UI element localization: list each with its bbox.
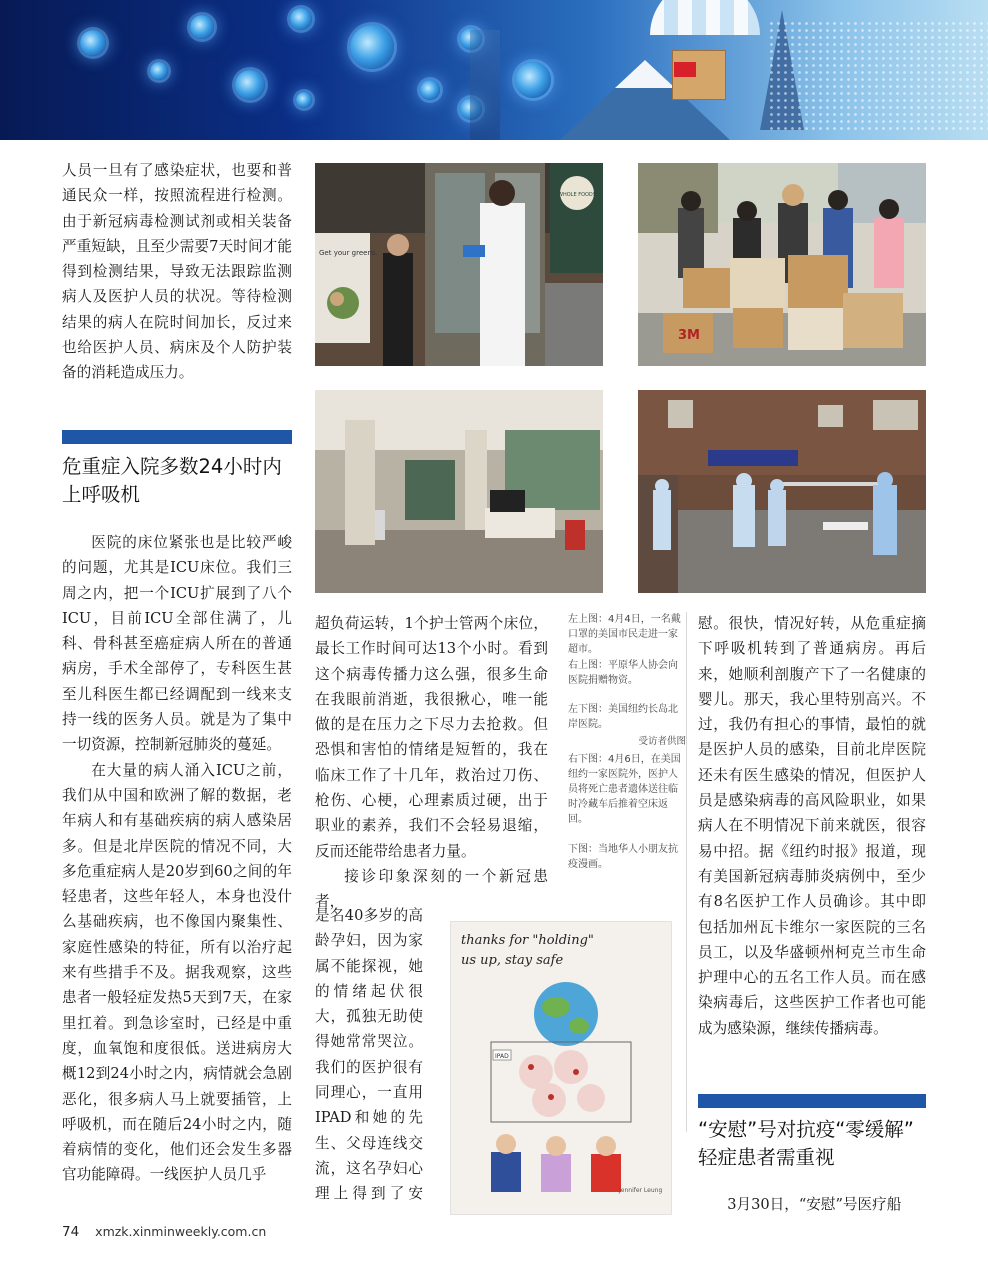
virus-icon bbox=[515, 62, 551, 98]
parachute-icon bbox=[650, 0, 760, 35]
column-2-narrow bbox=[315, 903, 423, 1207]
drawing-label: IPAD bbox=[495, 1053, 509, 1060]
drawing-text-line1: thanks for "holding" bbox=[461, 933, 594, 948]
virus-icon bbox=[80, 30, 106, 56]
paragraph: 人员一旦有了感染症状，也要和普通民众一样，按照流程进行检测。由于新冠病毒检测试剂或相关装备严重短缺，且至少需要7天时间才能得到检测结果，导致无法跟踪监测病人及医护人员的状况。等待检测结果的病人在院时间加长，反过来也给医护人员、病床及个人防护装备的消耗造成压力。 bbox=[62, 162, 292, 382]
store-logo: WHOLE FOODS bbox=[558, 192, 596, 198]
virus-icon bbox=[235, 70, 265, 100]
photo-child-drawing bbox=[450, 921, 672, 1215]
column-4-bottom bbox=[698, 1192, 926, 1217]
paragraph: 接诊印象深刻的一个新冠患者， bbox=[315, 867, 548, 911]
section-heading-2 bbox=[698, 1116, 938, 1172]
paragraph: 3月30日，“安慰”号医疗船 bbox=[727, 1196, 902, 1213]
caption-top-left: 左上图：4月4日，一名戴口罩的美国市民走进一家超市。 bbox=[568, 614, 681, 656]
top-banner bbox=[0, 0, 988, 140]
virus-icon bbox=[290, 8, 312, 30]
paragraph: 是名40多岁的高龄孕妇，因为家属不能探视，她的情绪起伏很大，孤独无助使得她常常哭泣。我们的医护很有同理心，一直用IPAD和她的先生、父母连线交流，这名孕妇心理上得到了安 bbox=[315, 907, 423, 1203]
photo-credit: 受访者供图 bbox=[638, 736, 686, 748]
virus-icon bbox=[420, 80, 440, 100]
donation-photo bbox=[638, 163, 926, 366]
photo-hospital-lobby bbox=[315, 390, 603, 593]
heading-line: 危重症入院多数24小时内 bbox=[62, 455, 282, 478]
column-2-body bbox=[315, 611, 548, 915]
box-label: 3M bbox=[678, 328, 700, 343]
paragraph: 在大量的病人涌入ICU之前，我们从中国和欧洲了解的数据，老年病人和有基础疾病的病人感染居多。但是北岸医院的情况不同，大多危重症病人是20岁到60之间的年轻患者，这些年轻人，本身也没什么基础疾病，也不像国内聚集性、家庭性感染的特征，所有以治疗起来有些措手不及。据我观察，这些患者一般轻症发热5天到7天，在家里扛着。到急诊室时，已经是中重度，血氧饱和度很低。送进病房大概12到24小时之内，病情就会急剧恶化，很多病人马上就要插管，上呼吸机，而在随后24小时之内，随着病情的变化，他们还会发生多器官功能障碍。一线医护人员几乎 bbox=[62, 761, 292, 1184]
hospital-lobby-photo bbox=[315, 390, 603, 593]
drawing-signature: Jennifer Leung bbox=[619, 1187, 663, 1194]
photo-supermarket bbox=[315, 163, 603, 366]
page-footer bbox=[62, 1224, 266, 1240]
hospital-exterior-photo bbox=[638, 390, 926, 593]
caption-top-right: 右上图：平原华人协会向医院捐赠物资。 bbox=[568, 659, 678, 686]
column-4-body bbox=[698, 611, 926, 1041]
column-1-top bbox=[62, 158, 292, 386]
page-number: 74 bbox=[62, 1224, 80, 1240]
mountain-snow bbox=[615, 60, 675, 88]
paragraph: 医院的床位紧张也是比较严峻的问题，尤其是ICU床位。我们三周之内，把一个ICU扩展到了八个ICU，目前ICU全部住满了，儿科、骨科甚至癌症病人所在的普通病房，手术全部停了，专科医生甚至儿科医生都已经调配到一线来支持一线的医务人员。就是为了集中一切资源，控制新冠肺炎的蔓延。 bbox=[62, 534, 292, 754]
virus-icon bbox=[296, 92, 312, 108]
section-heading-1 bbox=[62, 453, 302, 509]
drawing-text-line2: us up, stay safe bbox=[461, 953, 564, 968]
column-divider bbox=[686, 612, 687, 1132]
column-1-body bbox=[62, 530, 292, 1188]
heading-line: 轻症患者需重视 bbox=[698, 1146, 835, 1169]
virus-icon bbox=[190, 15, 214, 39]
china-flag-icon bbox=[674, 62, 696, 77]
photo-captions bbox=[568, 612, 686, 872]
child-drawing bbox=[451, 922, 671, 1214]
virus-icon bbox=[150, 62, 168, 80]
store-sign-text: Get your greens. bbox=[319, 249, 378, 257]
paragraph: 超负荷运转，1个护士管两个床位，最长工作时间可达13个小时。看到这个病毒传播力这么强，很多生命在我眼前消逝，我很揪心，唯一能做的是在压力之下尽力去抢救。但恐惧和害怕的情绪是短暂的，我在临床工作了十几年，救治过刀伤、枪伤、心梗，心理素质过硬，出于职业的素养，我们不会轻易退缩，反而还能带给患者力量。 bbox=[315, 615, 548, 860]
dot-world-map bbox=[768, 20, 988, 130]
photo-donation bbox=[638, 163, 926, 366]
caption-bottom-left: 左下图：美国纽约长岛北岸医院。 bbox=[568, 704, 678, 731]
section-bar bbox=[698, 1094, 926, 1108]
heading-line: 上呼吸机 bbox=[62, 483, 141, 506]
paragraph: 慰。很快，情况好转，从危重症摘下呼吸机转到了普通病房。再后来，她顺利剖腹产下了一名健康的婴儿。那天，我心里特别高兴。不过，我仍有担心的事情，最怕的就是医护人员的感染，目前北岸医院还未有医生感染的情况，但医护人员是感染病毒的高风险职业，如果病人在不明情况下前来就医，很容易中招。据《纽约时报》报道，现有美国新冠病毒肺炎病例中，至少有8名医护工作人员确诊。其中即包括加州瓦卡维尔一家医院的三名员工，以及华盛顿州柯克兰市生命护理中心的五名工作人员。而在感染病毒后，这些医护工作者也可能成为感染源，继续传播病毒。 bbox=[698, 615, 926, 1037]
caption-drawing: 下图：当地华人小朋友抗疫漫画。 bbox=[568, 843, 678, 870]
photo-hospital-exterior bbox=[638, 390, 926, 593]
heading-line: “安慰”号对抗疫“零缓解” bbox=[698, 1118, 914, 1141]
virus-icon bbox=[350, 25, 394, 69]
caption-bottom-right: 右下图：4月6日，在美国纽约一家医院外，医护人员将死亡患者遗体送往临时冷藏车后推着空床返回。 bbox=[568, 753, 681, 826]
website-url: xmzk.xinminweekly.com.cn bbox=[95, 1224, 267, 1239]
section-bar bbox=[62, 430, 292, 444]
supermarket-photo bbox=[315, 163, 603, 366]
statue-silhouette bbox=[470, 30, 500, 140]
